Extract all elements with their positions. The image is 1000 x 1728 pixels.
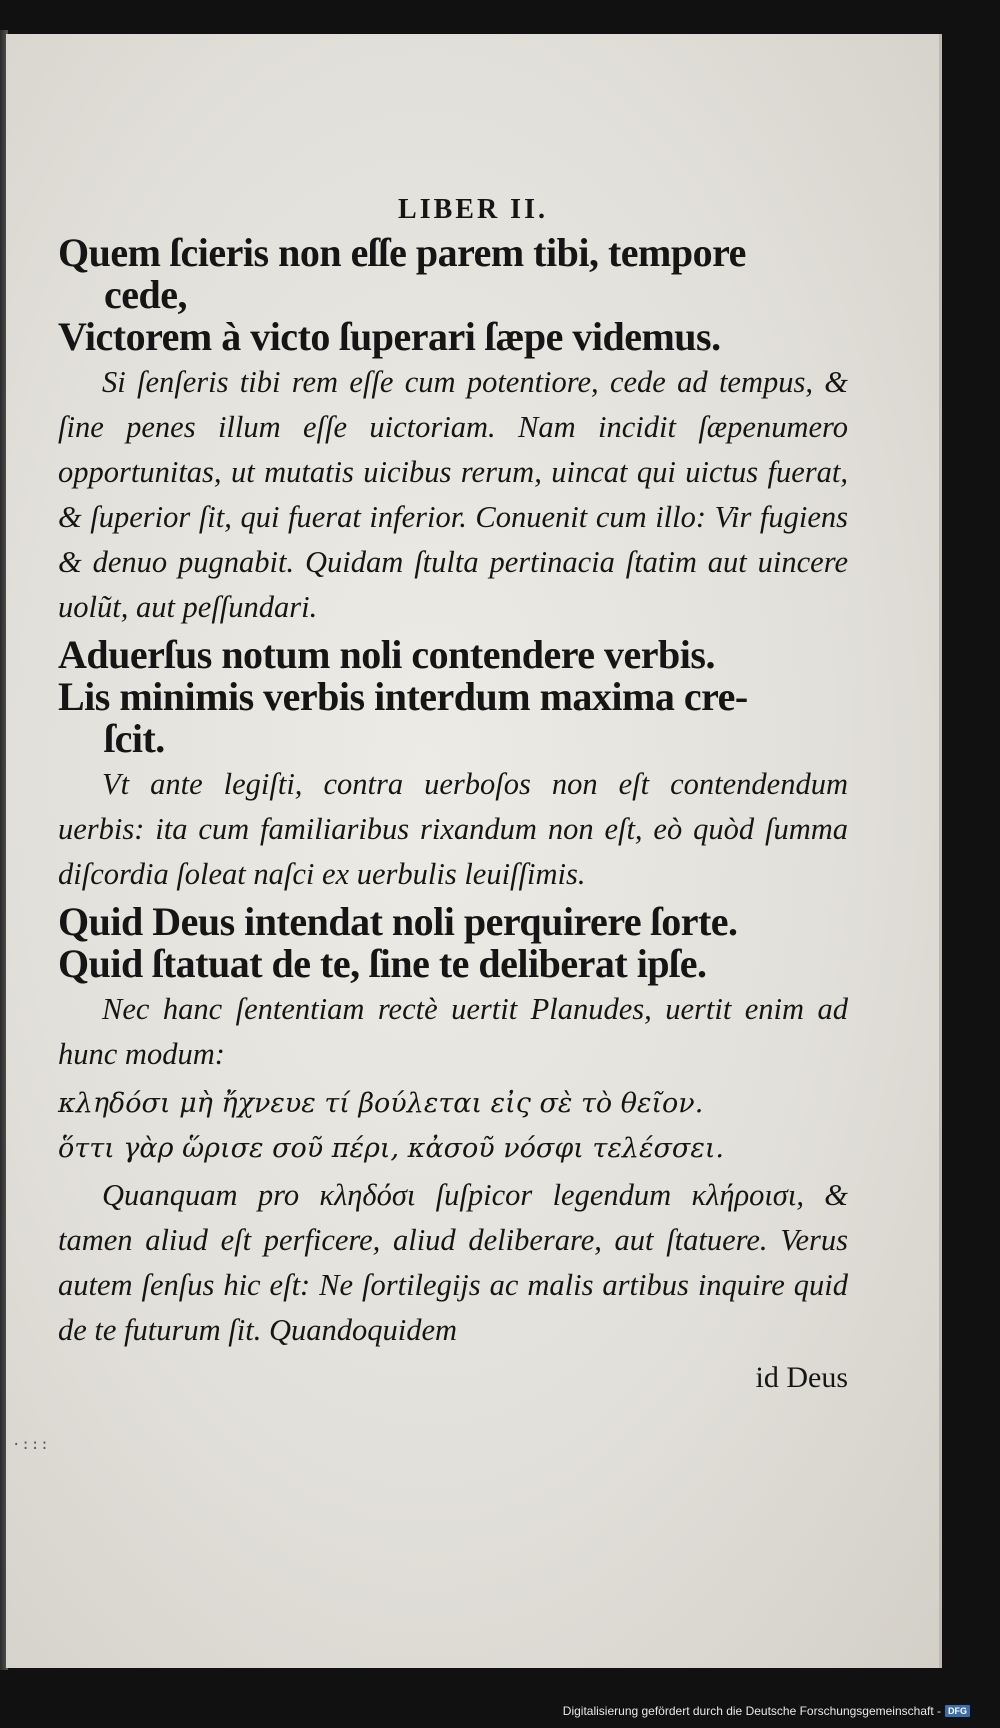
verse-4: [58, 676, 848, 760]
commentary-4: Quanquam pro κληδόσι ſuſpicor legendum κλήροισι, & tamen aliud eſt perficere, aliud deliberare, aut ſtatuere. Verus autem ſenſus hic eſt: Ne ſortilegijs ac malis artibus inquire quid de te futurum ſit. Quandoquidem: [58, 1178, 848, 1347]
verse-continuation: ſcit.: [104, 716, 165, 761]
running-head: LIBER II.: [398, 194, 548, 225]
catchword: id Deus: [755, 1361, 848, 1394]
verse-5: [58, 901, 848, 943]
commentary-2: Vt ante legiſti, contra uerboſos non eſt contendendum uerbis: ita cum familiaribus rixandum non eſt, eò quòd ſumma diſcordia ſoleat naſci ex uerbulis leuiſſimis.: [58, 767, 848, 891]
verse-line: Victorem à victo ſuperari ſæpe videmus.: [58, 314, 721, 359]
verse-3: [58, 634, 848, 676]
verse-6: [58, 943, 848, 985]
dfg-logo-icon: DFG: [945, 1705, 970, 1717]
verse-2: [58, 316, 848, 358]
verse-1: [58, 232, 848, 316]
greek-line-2: ὅττι γὰρ ὥρισε σοῦ πέρι, κἀσοῦ νόσφι τελέσσει.: [58, 1133, 724, 1164]
verse-line: Quem ſcieris non eſſe parem tibi, tempore: [58, 230, 746, 275]
greek-line-1: κληδόσι μὴ ἤχνευε τί βούλεται εἰς σὲ τὸ θεῖον.: [58, 1088, 704, 1119]
verse-line: Aduerſus notum noli contendere verbis.: [58, 632, 715, 677]
margin-mark: ·:::: [12, 1437, 50, 1453]
verse-line: Quid ſtatuat de te, ſine te deliberat ipſe.: [58, 941, 707, 986]
commentary-3: Nec hanc ſententiam rectè uertit Planudes, uertit enim ad hunc modum:: [58, 992, 848, 1071]
page-text: [58, 154, 848, 1399]
verse-line: Lis minimis verbis interdum maxima cre-: [58, 674, 748, 719]
book-page: [6, 34, 942, 1668]
verse-continuation: cede,: [104, 272, 188, 317]
verse-line: Quid Deus intendat noli perquirere ſorte.: [58, 899, 738, 944]
footer-credit: [563, 1704, 970, 1718]
commentary-1: Si ſenſeris tibi rem eſſe cum potentiore, cede ad tempus, & ſine penes illum eſſe uictoriam. Nam incidit ſæpenumero opportunitas, ut mutatis uicibus rerum, uincat qui uictus fuerat, & ſuperior ſit, qui fuerat inferior. Conuenit cum illo: Vir fugiens & denuo pugnabit. Quidam ſtulta pertinacia ſtatim aut uincere uolũt, aut peſſundari.: [58, 365, 848, 624]
footer-text: Digitalisierung gefördert durch die Deutsche Forschungsgemeinschaft -: [562, 1704, 941, 1718]
